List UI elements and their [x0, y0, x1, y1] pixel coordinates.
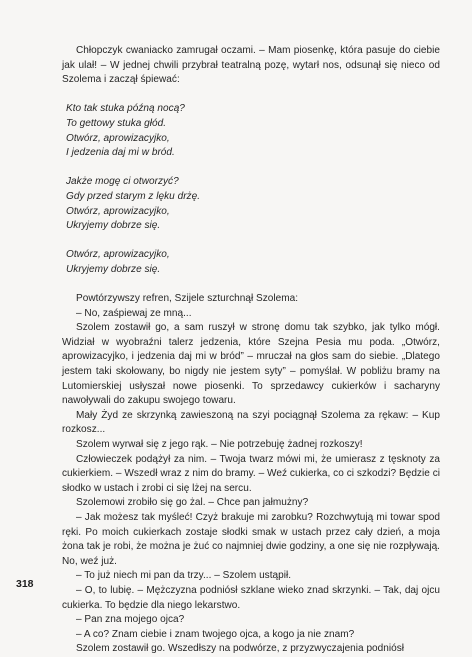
song-stanza-2	[62, 175, 440, 233]
song-line: To gettowy stuka głód.	[66, 117, 167, 129]
song-line: Otwórz, aprowizacyjko,	[66, 205, 170, 217]
stanza-gap	[62, 278, 440, 293]
paragraph: Mały Żyd ze skrzynką zawieszoną na szyi pociągnął Szolema za rękaw: – Kup rozkosz...	[62, 409, 440, 436]
page-number: 318	[16, 578, 34, 590]
stanza-gap	[62, 88, 440, 103]
stanza-gap	[62, 161, 440, 176]
paragraph: Szolem zostawił go, a sam ruszył w stronę domu tak szybko, jak tylko mógł. Widział w wyobraźni talerz jedzenia, które Szejna Pesia mu poda. „Otwórz, aprowizacyjko, i jedzenia daj mi w bród” – mruczał na głos sam do siebie. „Dlatego jestem taki skołowany, bo nigdy nie jestem syty” – pomyślał. W pobliżu bramy na Lutomierskiej usłyszał nowe piosenki. To sprzedawcy cukierków i sacharyny nawoływali do zakupu swojego towaru.	[62, 322, 440, 407]
paragraph: Szolem zostawił go. Wszedłszy na podwórze, z przyzwyczajenia podniósł	[76, 643, 405, 655]
paragraph: – A co? Znam ciebie i znam twojego ojca, a kogo ja nie znam?	[76, 628, 355, 640]
song-line: Kto tak stuka późną nocą?	[66, 103, 185, 115]
song-line: Jakże mogę ci otworzyć?	[66, 176, 179, 188]
intro-paragraph: Chłopczyk cwaniacko zamrugał oczami. – Mam piosenkę, która pasuje do ciebie jak ulał! – W jednej chwili przybrał teatralną pozę, wytarł nos, odsunął się nieco od Szolema i zaczął śpiewać:	[62, 45, 440, 86]
song-stanza-3	[62, 248, 440, 277]
song-line: Ukryjemy dobrze się.	[66, 263, 161, 275]
paragraph: – To już niech mi pan da trzy... – Szolem ustąpił.	[76, 570, 292, 582]
paragraph: – No, zaśpiewaj ze mną...	[76, 307, 192, 319]
paragraph: Szolemowi zrobiło się go żal. – Chce pan jałmużny?	[76, 497, 309, 509]
paragraph: Człowieczek podążył za nim. – Twoja twarz mówi mi, że umierasz z tęsknoty za cukierkiem. – Wszedł wraz z nim do bramy. – Weź cukierka, co ci szkodzi? Będzie ci słodko w ustach i zrobi ci się lżej na sercu.	[62, 453, 440, 494]
stanza-gap	[62, 234, 440, 249]
song-line: Ukryjemy dobrze się.	[66, 220, 161, 232]
paragraph: – Pan zna mojego ojca?	[76, 614, 185, 626]
song-stanza-1	[62, 102, 440, 160]
page-body-text	[62, 44, 440, 657]
song-line: Gdy przed starym z lęku drżę.	[66, 190, 201, 202]
song-line: I jedzenia daj mi w bród.	[66, 147, 175, 159]
paragraph: – O, to lubię. – Mężczyzna podniósł szklane wieko znad skrzynki. – Tak, daj ojcu cukierka. To będzie dla niego lekarstwo.	[62, 584, 440, 611]
paragraph: – Jak możesz tak myśleć! Czyż brakuje mi zarobku? Rozchwytują mi towar spod ręki. Po moich cukierkach zostaje słodki smak w ustach przez cały dzień, a moja żona tak je robi, że można je żuć co najmniej dwie godziny, a one się nie rozpływają. No, weź już.	[62, 512, 440, 567]
song-line: Otwórz, aprowizacyjko,	[66, 249, 170, 261]
paragraph: Powtórzywszy refren, Szijele szturchnął Szolema:	[76, 293, 299, 305]
paragraph: Szolem wyrwał się z jego rąk. – Nie potrzebuję żadnej rozkoszy!	[76, 439, 363, 451]
song-line: Otwórz, aprowizacyjko,	[66, 132, 170, 144]
